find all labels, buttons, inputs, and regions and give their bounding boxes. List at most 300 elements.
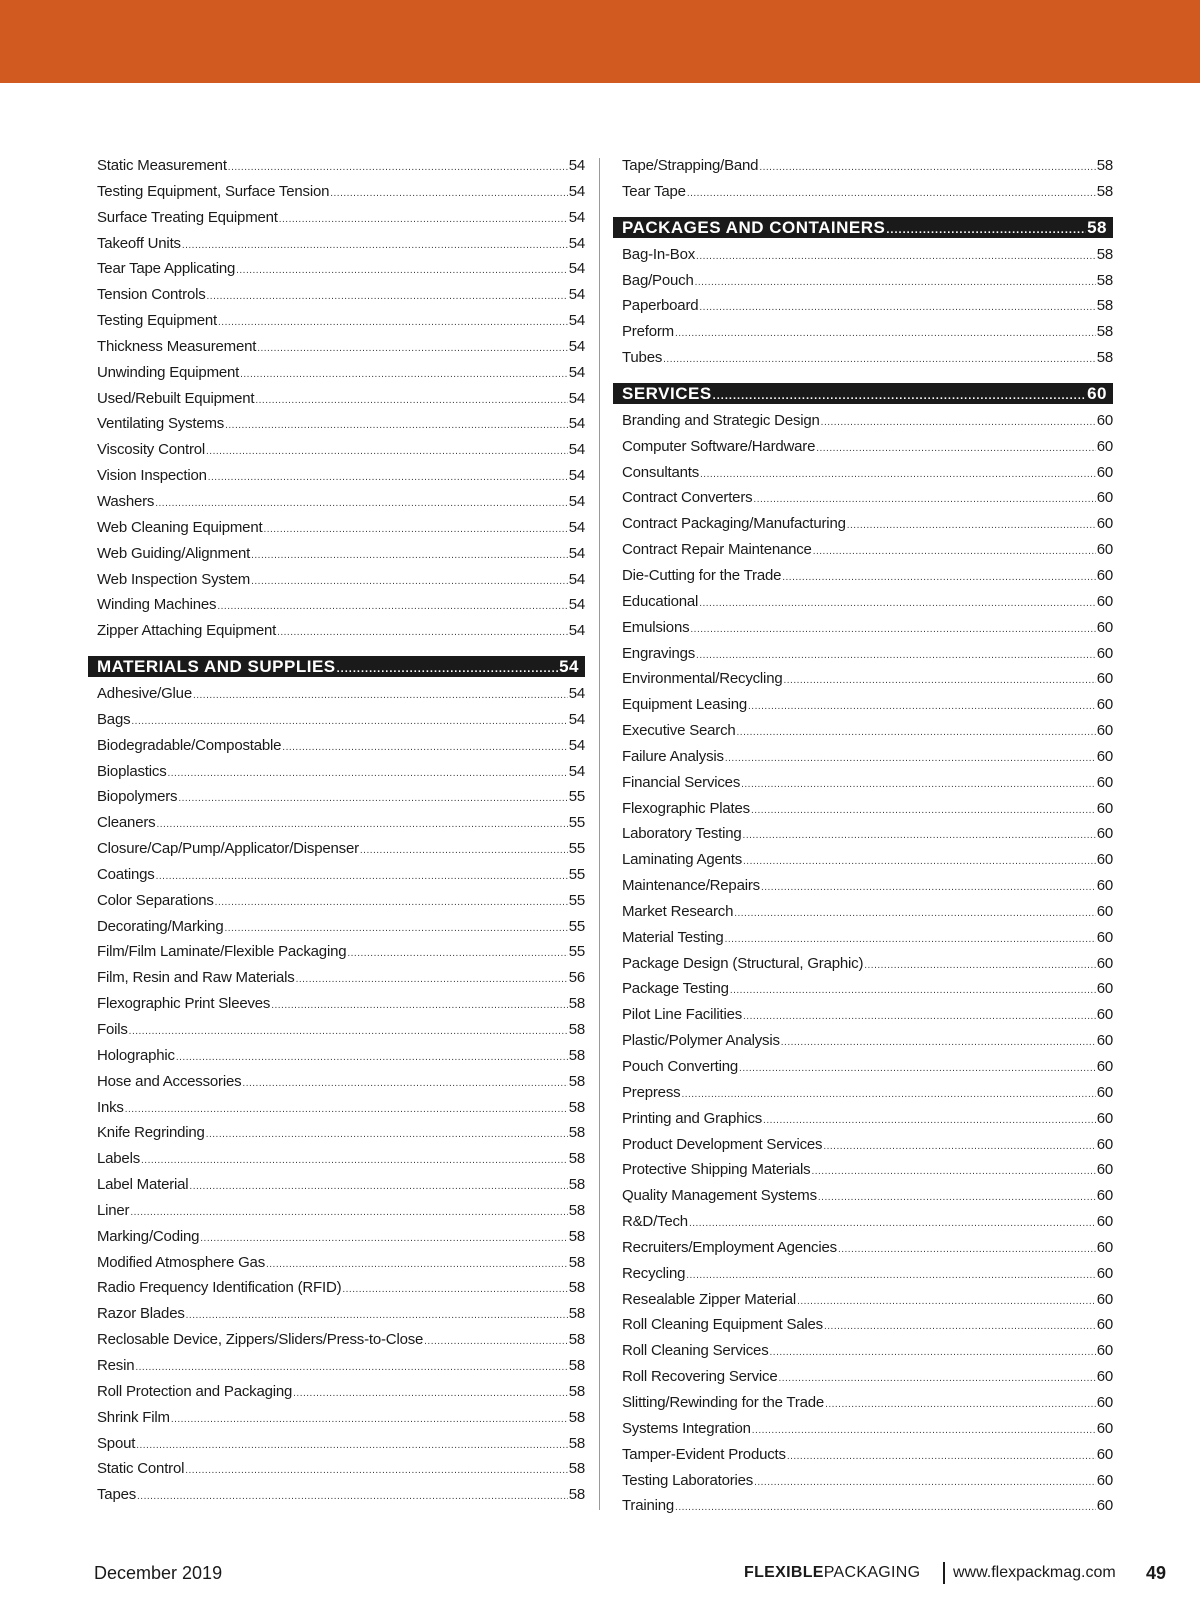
index-entry	[613, 1312, 1113, 1338]
dot-leader	[189, 1174, 567, 1198]
entry-name: Systems Integration	[622, 1419, 751, 1437]
entry-page: 58	[568, 1279, 585, 1297]
entry-page: 60	[1096, 1083, 1113, 1101]
index-entry	[88, 308, 585, 334]
top-color-band	[0, 0, 1200, 83]
entry-name: Bag-In-Box	[622, 245, 696, 263]
dot-leader	[847, 513, 1096, 537]
dot-leader	[129, 1019, 568, 1043]
entry-page: 58	[568, 1227, 585, 1245]
entry-page: 54	[568, 260, 585, 278]
index-entry	[613, 563, 1113, 589]
entry-page: 60	[1096, 1006, 1113, 1024]
dot-leader	[251, 569, 568, 593]
entry-name: Die-Cutting for the Trade	[622, 566, 782, 584]
entry-name: Cleaners	[97, 814, 156, 832]
entry-name: Tension Controls	[97, 286, 206, 304]
entry-name: Recycling	[622, 1264, 686, 1282]
entry-name: Flexographic Plates	[622, 799, 750, 817]
dot-leader	[424, 1329, 568, 1353]
entry-page: 60	[1096, 1187, 1113, 1205]
dot-leader	[675, 321, 1096, 345]
index-entry	[88, 707, 585, 733]
dot-leader	[271, 993, 567, 1017]
index-entry	[88, 1069, 585, 1095]
index-entry	[88, 592, 585, 618]
index-entry	[88, 1017, 585, 1043]
entry-name: Training	[622, 1497, 675, 1515]
index-entry	[88, 282, 585, 308]
entry-name: Reclosable Device, Zippers/Sliders/Press-to-Close	[97, 1331, 424, 1349]
entry-name: Flexographic Print Sleeves	[97, 995, 271, 1013]
index-entry	[88, 1224, 585, 1250]
dot-leader	[770, 1340, 1096, 1364]
entry-name: Package Design (Structural, Graphic)	[622, 954, 864, 972]
entry-name: Testing Equipment	[97, 312, 218, 330]
entry-page: 60	[1096, 489, 1113, 507]
dot-leader	[825, 1392, 1096, 1416]
dot-leader	[155, 491, 567, 515]
entry-name: Equipment Leasing	[622, 696, 748, 714]
entry-page: 54	[568, 544, 585, 562]
entry-page: 58	[568, 1460, 585, 1478]
index-entry	[88, 541, 585, 567]
index-entry	[613, 1442, 1113, 1468]
dot-leader	[725, 746, 1096, 770]
index-entry	[613, 1054, 1113, 1080]
index-entry	[613, 899, 1113, 925]
dot-leader	[696, 244, 1096, 268]
index-entry	[613, 666, 1113, 692]
dot-leader	[251, 543, 568, 567]
index-entry	[613, 821, 1113, 847]
left-column	[88, 153, 585, 1508]
services-list	[613, 408, 1113, 1519]
entry-name: Adhesive/Glue	[97, 685, 192, 703]
entry-page: 54	[568, 389, 585, 407]
index-entry	[88, 1431, 585, 1457]
index-entry	[613, 1183, 1113, 1209]
index-entry	[613, 485, 1113, 511]
entry-name: Labels	[97, 1150, 141, 1168]
section-page: 58	[1087, 217, 1107, 237]
index-entry	[613, 718, 1113, 744]
entry-name: Tubes	[622, 349, 663, 367]
dot-leader	[171, 1407, 568, 1431]
dot-leader	[208, 465, 568, 489]
entry-name: Foils	[97, 1021, 128, 1038]
entry-name: Laminating Agents	[622, 851, 743, 869]
index-entry	[88, 489, 585, 515]
entry-page: 60	[1096, 541, 1113, 559]
entry-page: 54	[568, 467, 585, 485]
entry-page: 60	[1096, 980, 1113, 998]
entry-name: Decorating/Marking	[97, 917, 224, 935]
entry-name: Bags	[97, 710, 131, 728]
entry-name: Inks	[97, 1098, 124, 1116]
entry-page: 60	[1096, 411, 1113, 429]
entry-name: Spout	[97, 1434, 136, 1452]
dot-leader	[695, 270, 1096, 294]
index-entry	[88, 411, 585, 437]
entry-page: 55	[568, 943, 585, 961]
dot-leader	[136, 1433, 568, 1457]
entry-page: 58	[1096, 157, 1113, 174]
dot-leader	[743, 823, 1096, 847]
dot-leader	[347, 941, 567, 965]
entry-page: 58	[568, 1434, 585, 1452]
index-entry	[88, 153, 585, 179]
index-entry	[613, 434, 1113, 460]
index-entry	[88, 1172, 585, 1198]
entry-page: 60	[1096, 1393, 1113, 1411]
entry-page: 54	[568, 710, 585, 728]
entry-page: 60	[1096, 747, 1113, 765]
index-entry	[613, 1390, 1113, 1416]
dot-leader	[686, 1263, 1095, 1287]
dot-leader	[759, 155, 1095, 179]
entry-page: 55	[568, 865, 585, 883]
dot-leader	[734, 901, 1095, 925]
entry-page: 60	[1096, 1032, 1113, 1050]
index-entry	[88, 1379, 585, 1405]
entry-page: 60	[1096, 1058, 1113, 1075]
entry-name: Testing Equipment, Surface Tension	[97, 182, 330, 200]
dot-leader	[337, 659, 558, 677]
index-entry	[88, 784, 585, 810]
entry-page: 58	[1096, 182, 1113, 200]
dot-leader	[778, 1366, 1095, 1390]
index-entry	[613, 1416, 1113, 1442]
entry-name: Web Cleaning Equipment	[97, 518, 263, 536]
entry-page: 54	[568, 685, 585, 703]
entry-name: Tamper-Evident Products	[622, 1445, 786, 1463]
entry-page: 60	[1096, 566, 1113, 584]
index-entry	[88, 1301, 585, 1327]
entry-name: Takeoff Units	[97, 234, 181, 252]
entry-page: 60	[1096, 825, 1113, 843]
index-entry	[613, 641, 1113, 667]
entry-page: 60	[1096, 1419, 1113, 1437]
dot-leader	[156, 864, 568, 888]
footer-separator	[943, 1562, 945, 1584]
entry-page: 56	[568, 969, 585, 987]
entry-name: Unwinding Equipment	[97, 363, 240, 381]
index-entry	[88, 1043, 585, 1069]
dot-leader	[713, 386, 1086, 404]
entry-page: 55	[568, 891, 585, 909]
entry-page: 60	[1096, 1109, 1113, 1127]
dot-leader	[763, 1108, 1096, 1132]
dot-leader	[135, 1355, 567, 1379]
page-footer	[0, 1558, 1200, 1588]
index-entry	[613, 1080, 1113, 1106]
entry-page: 58	[568, 1098, 585, 1116]
entry-name: Marking/Coding	[97, 1227, 200, 1245]
index-entry	[613, 925, 1113, 951]
entry-page: 58	[568, 1331, 585, 1349]
dot-leader	[864, 953, 1095, 977]
dot-leader	[690, 617, 1095, 641]
entry-page: 58	[568, 1021, 585, 1038]
entry-page: 60	[1096, 618, 1113, 636]
index-entry	[88, 759, 585, 785]
entry-name: Tape/Strapping/Band	[622, 157, 759, 174]
entry-name: Winding Machines	[97, 596, 217, 614]
index-entry	[613, 692, 1113, 718]
column-divider	[599, 158, 600, 1510]
entry-page: 60	[1096, 902, 1113, 920]
entry-page: 60	[1096, 696, 1113, 714]
section-gap	[613, 205, 1113, 217]
entry-page: 54	[568, 622, 585, 640]
entry-name: Recruiters/Employment Agencies	[622, 1238, 837, 1256]
dot-leader	[330, 181, 567, 205]
entry-page: 60	[1096, 1445, 1113, 1463]
entry-name: Liner	[97, 1201, 130, 1219]
dot-leader	[753, 487, 1095, 511]
logo-bold-part: FLEXIBLE	[744, 1564, 824, 1581]
entry-name: Prepress	[622, 1083, 681, 1101]
logo-light-part: PACKAGING	[823, 1564, 921, 1581]
dot-leader	[689, 1211, 1096, 1235]
entry-page: 54	[568, 286, 585, 304]
entry-page: 60	[1096, 1213, 1113, 1231]
section-page: 60	[1087, 383, 1107, 403]
materials-list	[88, 681, 585, 1508]
dot-leader	[751, 798, 1096, 822]
entry-page: 60	[1096, 1161, 1113, 1179]
entry-page: 58	[568, 1201, 585, 1219]
dot-leader	[236, 258, 568, 282]
entry-page: 60	[1096, 1368, 1113, 1386]
entry-name: Computer Software/Hardware	[622, 437, 816, 455]
entry-name: Contract Converters	[622, 489, 753, 507]
entry-page: 54	[568, 182, 585, 200]
dot-leader	[752, 1418, 1096, 1442]
entry-page: 54	[568, 762, 585, 780]
dot-leader	[696, 643, 1096, 667]
index-entry	[613, 615, 1113, 641]
entry-page: 60	[1096, 515, 1113, 533]
entry-name: Product Development Services	[622, 1135, 823, 1153]
dot-leader	[277, 620, 568, 644]
entry-name: Protective Shipping Materials	[622, 1161, 811, 1179]
section-header-materials	[88, 656, 585, 677]
entry-page: 58	[568, 1046, 585, 1064]
index-entry	[613, 460, 1113, 486]
index-entry	[613, 1157, 1113, 1183]
index-entry	[613, 242, 1113, 268]
entry-name: Static Control	[97, 1460, 185, 1478]
index-entry	[88, 810, 585, 836]
entry-name: Biopolymers	[97, 788, 178, 806]
entry-name: Environmental/Recycling	[622, 670, 783, 688]
entry-name: Resin	[97, 1356, 135, 1374]
index-entry	[613, 589, 1113, 615]
dot-leader	[293, 1381, 568, 1405]
index-entry	[613, 179, 1113, 205]
index-entry	[88, 360, 585, 386]
dot-leader	[206, 439, 568, 463]
entry-name: Printing and Graphics	[622, 1109, 763, 1127]
entry-page: 54	[568, 363, 585, 381]
entry-name: Vision Inspection	[97, 467, 207, 485]
index-entry	[613, 1132, 1113, 1158]
entry-name: Razor Blades	[97, 1305, 185, 1323]
dot-leader	[754, 1470, 1096, 1494]
index-entry	[88, 914, 585, 940]
entry-page: 60	[1096, 1471, 1113, 1489]
magazine-logo	[744, 1558, 920, 1588]
entry-page: 54	[568, 157, 585, 174]
issue-date: December 2019	[94, 1563, 223, 1583]
entry-name: Testing Laboratories	[622, 1471, 754, 1489]
index-entry	[88, 862, 585, 888]
entry-page: 60	[1096, 1342, 1113, 1360]
entry-name: Failure Analysis	[622, 747, 724, 765]
entry-name: Knife Regrinding	[97, 1124, 205, 1142]
index-entry	[88, 231, 585, 257]
entry-name: Market Research	[622, 902, 734, 920]
entry-name: Executive Search	[622, 722, 736, 740]
dot-leader	[185, 1458, 567, 1482]
entry-page: 54	[568, 415, 585, 433]
entry-name: Coatings	[97, 865, 155, 883]
entry-name: Package Testing	[622, 980, 729, 998]
entry-name: Label Material	[97, 1176, 189, 1194]
entry-page: 58	[568, 1072, 585, 1090]
dot-leader	[782, 565, 1095, 589]
index-entry	[613, 319, 1113, 345]
index-entry	[88, 334, 585, 360]
entry-page: 54	[568, 492, 585, 510]
packages-list	[613, 242, 1113, 371]
dot-leader	[741, 772, 1096, 796]
dot-leader	[675, 1495, 1096, 1519]
dot-leader	[178, 786, 567, 810]
index-entry	[88, 256, 585, 282]
entry-page: 54	[568, 570, 585, 588]
entry-name: Roll Cleaning Equipment Sales	[622, 1316, 823, 1334]
index-entry	[88, 733, 585, 759]
entry-page: 60	[1096, 1264, 1113, 1282]
entry-name: Emulsions	[622, 618, 690, 636]
dot-leader	[797, 1289, 1096, 1313]
entry-name: Pilot Line Facilities	[622, 1006, 743, 1024]
dot-leader	[342, 1277, 567, 1301]
entry-page: 58	[568, 995, 585, 1013]
index-entry	[613, 345, 1113, 371]
dot-leader	[156, 812, 567, 836]
dot-leader	[296, 967, 568, 991]
dot-leader	[282, 735, 567, 759]
section-header-services	[613, 383, 1113, 404]
index-entry	[88, 1405, 585, 1431]
index-entry	[88, 888, 585, 914]
index-entry	[88, 1482, 585, 1508]
entry-name: Modified Atmosphere Gas	[97, 1253, 265, 1271]
entry-page: 60	[1096, 773, 1113, 791]
entry-page: 55	[568, 814, 585, 832]
entry-name: Plastic/Polymer Analysis	[622, 1032, 780, 1050]
index-entry	[613, 1493, 1113, 1519]
entry-name: Film/Film Laminate/Flexible Packaging	[97, 943, 347, 961]
index-entry	[613, 511, 1113, 537]
entry-name: Pouch Converting	[622, 1058, 739, 1075]
entry-name: Roll Cleaning Services	[622, 1342, 769, 1360]
index-entry	[88, 1146, 585, 1172]
index-entry	[88, 463, 585, 489]
entry-name: Hose and Accessories	[97, 1072, 242, 1090]
dot-leader	[824, 1314, 1096, 1338]
index-entry	[613, 1209, 1113, 1235]
index-entry	[88, 205, 585, 231]
index-entry	[88, 1120, 585, 1146]
page-number: 49	[1146, 1563, 1167, 1583]
index-entry	[613, 1261, 1113, 1287]
entry-page: 58	[568, 1253, 585, 1271]
entry-name: Slitting/Rewinding for the Trade	[622, 1393, 825, 1411]
entry-name: R&D/Tech	[622, 1213, 688, 1231]
dot-leader	[818, 1185, 1096, 1209]
entry-page: 58	[1096, 323, 1113, 341]
index-entry	[613, 408, 1113, 434]
index-entry	[613, 537, 1113, 563]
equipment-list	[88, 153, 585, 644]
right-column	[613, 153, 1113, 1519]
entry-page: 60	[1096, 592, 1113, 610]
dot-leader	[176, 1045, 568, 1069]
entry-page: 58	[568, 1176, 585, 1194]
index-entry	[88, 965, 585, 991]
dot-leader	[816, 436, 1095, 460]
section-title: PACKAGES AND CONTAINERS	[622, 217, 886, 237]
index-entry	[88, 1095, 585, 1121]
dot-leader	[263, 517, 567, 541]
dot-leader	[743, 1004, 1096, 1028]
entry-page: 54	[568, 441, 585, 459]
dot-leader	[215, 890, 568, 914]
index-entry	[88, 386, 585, 412]
entry-page: 54	[568, 337, 585, 355]
dot-leader	[360, 838, 568, 862]
entry-name: Branding and Strategic Design	[622, 411, 820, 429]
entry-page: 60	[1096, 1290, 1113, 1308]
dot-leader	[886, 220, 1086, 238]
entry-page: 55	[568, 788, 585, 806]
entry-name: Shrink Film	[97, 1408, 170, 1426]
entry-name: Closure/Cap/Pump/Applicator/Dispenser	[97, 840, 359, 858]
index-entry	[613, 1028, 1113, 1054]
dot-leader	[787, 1444, 1096, 1468]
entry-page: 58	[1096, 271, 1113, 289]
entry-page: 58	[568, 1382, 585, 1400]
entry-name: Educational	[622, 592, 699, 610]
index-entry	[88, 1327, 585, 1353]
dot-leader	[193, 683, 568, 707]
section-gap	[88, 644, 585, 656]
entry-page: 60	[1096, 1316, 1113, 1334]
dot-leader	[725, 927, 1096, 951]
section-gap	[613, 371, 1113, 383]
dot-leader	[663, 347, 1096, 371]
index-entry	[88, 618, 585, 644]
entry-name: Roll Recovering Service	[622, 1368, 778, 1386]
entry-name: Zipper Attaching Equipment	[97, 622, 277, 640]
entry-name: Tapes	[97, 1486, 137, 1504]
dot-leader	[699, 295, 1095, 319]
